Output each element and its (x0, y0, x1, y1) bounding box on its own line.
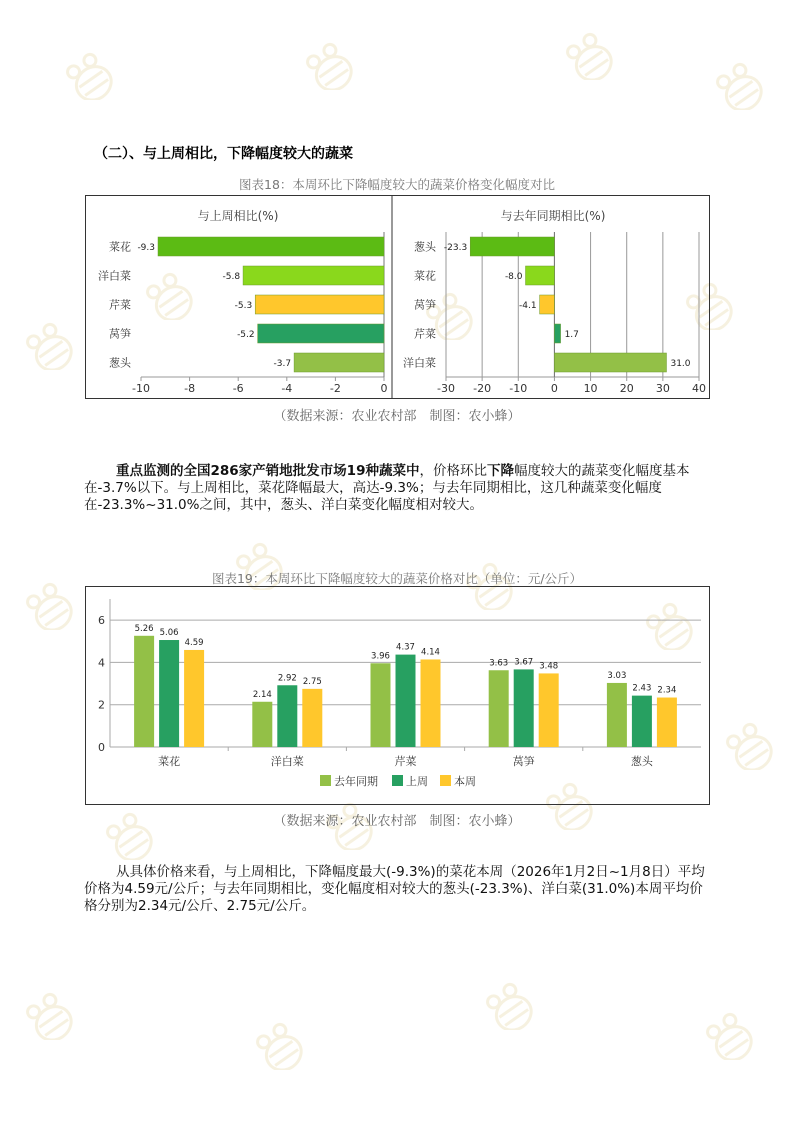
legend-swatch (440, 775, 451, 786)
category-label: 洋白菜 (270, 755, 304, 768)
legend-label: 本周 (454, 775, 476, 788)
x-tick-label: 0 (380, 382, 388, 395)
watermark-logo (710, 40, 794, 110)
category-label: 洋白菜 (98, 269, 131, 283)
category-label: 葱头 (630, 755, 653, 768)
category-label: 葱头 (414, 240, 436, 254)
bar-value-label: -5.3 (234, 301, 253, 311)
watermark-bee-icon (710, 40, 794, 110)
watermark-bee-icon (60, 30, 180, 100)
bar-value-label: -5.8 (222, 272, 241, 282)
x-tick-label: -2 (329, 382, 341, 395)
bar-value-label: 3.48 (539, 661, 559, 672)
bar (539, 673, 559, 747)
legend-swatch (392, 775, 403, 786)
legend-label: 上周 (406, 775, 428, 788)
watermark-logo (560, 10, 680, 80)
bar (252, 702, 272, 747)
bar (554, 324, 560, 343)
bar (159, 640, 179, 747)
category-label: 芹菜 (414, 327, 436, 341)
x-tick-label: -30 (437, 382, 455, 395)
bar (632, 696, 652, 747)
bar-value-label: -9.3 (137, 243, 156, 253)
category-label: 菜花 (414, 269, 436, 283)
bar (371, 663, 391, 747)
bar-value-label: 2.75 (302, 676, 322, 687)
x-tick-label: -10 (509, 382, 528, 395)
category-label: 莴笋 (414, 298, 436, 312)
category-label: 菜花 (158, 755, 181, 768)
bar-value-label: 2.43 (632, 683, 652, 694)
watermark-logo (20, 970, 140, 1040)
watermark-bee-icon (720, 700, 794, 770)
bar-value-label: -3.7 (273, 359, 292, 369)
bar (421, 659, 441, 747)
figure18-caption: 图表18：本周环比下降幅度较大的蔬菜价格变化幅度对比 (239, 177, 555, 192)
bar-value-label: 2.34 (657, 685, 677, 696)
watermark-bee-icon (20, 970, 140, 1040)
paragraph-detail: 从具体价格来看，与上周相比，下降幅度最大(-9.3%)的菜花本周（2026年1月2日~1月8日）平均价格为4.59元/公斤；与去年同期相比，变化幅度相对较大的葱头(-23.3%)、洋白菜(31.0%)本周平均价格分别为2.34元/公斤、2.75元/公斤。 (84, 864, 705, 914)
para1-text1: ，价格环比 (419, 463, 487, 479)
bar-value-label: 3.67 (514, 657, 534, 668)
bar-value-label: 4.37 (396, 642, 415, 653)
para1-bold2: 下降 (486, 463, 514, 479)
bar (158, 237, 384, 256)
bar (277, 685, 297, 747)
watermark-logo (700, 990, 794, 1060)
bar (184, 650, 204, 747)
bar-value-label: 31.0 (670, 359, 691, 369)
bar-value-label: 3.03 (607, 670, 627, 681)
bar (258, 324, 384, 343)
bar-value-label: -23.3 (443, 243, 468, 253)
x-tick-label: -20 (473, 382, 492, 395)
bar (657, 698, 677, 747)
y-tick-label: 6 (98, 614, 105, 628)
bar (243, 266, 384, 285)
y-tick-label: 0 (98, 741, 105, 754)
watermark-logo (60, 30, 180, 100)
bar (540, 295, 555, 314)
x-tick-label: 0 (550, 382, 558, 395)
watermark-logo (480, 960, 600, 1030)
x-tick-label: 30 (655, 382, 670, 395)
bar (470, 237, 554, 256)
watermark-logo (250, 1000, 370, 1070)
bar-value-label: 5.26 (134, 623, 154, 634)
x-tick-label: 40 (692, 382, 706, 395)
section-title: （二）、与上周相比，下降幅度较大的蔬菜 (94, 146, 353, 162)
category-label: 芹菜 (394, 755, 417, 768)
bar-value-label: 4.14 (421, 647, 440, 658)
bar-value-label: -4.1 (519, 301, 537, 311)
category-label: 洋白菜 (403, 356, 436, 370)
bar (489, 670, 509, 747)
watermark-bee-icon (560, 10, 680, 80)
x-tick-label: 10 (583, 382, 598, 395)
x-tick-label: -4 (281, 382, 293, 395)
bar-value-label: -8.0 (504, 272, 523, 282)
legend-swatch (320, 775, 331, 786)
watermark-logo (300, 20, 420, 90)
x-tick-label: -6 (232, 382, 244, 395)
para1-bold1: 重点监测的全国286家产销地批发市场19种蔬菜中 (116, 463, 420, 479)
category-label: 菜花 (109, 240, 131, 254)
bar (302, 689, 322, 747)
x-tick-label: 20 (619, 382, 634, 395)
x-tick-label: -10 (132, 382, 150, 395)
bar-value-label: 5.06 (159, 628, 179, 639)
watermark-bee-icon (300, 20, 420, 90)
figure18-frame (85, 195, 710, 399)
figure19-chart (86, 587, 709, 804)
watermark-bee-icon (250, 1000, 370, 1070)
watermark-logo (720, 700, 794, 770)
bar-value-label: 2.92 (277, 673, 297, 684)
watermark-bee-icon (480, 960, 600, 1030)
x-tick-label: -8 (184, 382, 196, 395)
panel-title: 与上周相比(%) (197, 209, 279, 223)
bar (294, 353, 384, 372)
legend-label: 去年同期 (334, 775, 378, 788)
bar-value-label: 2.14 (252, 689, 272, 700)
bar-value-label: -5.2 (237, 330, 255, 340)
bar-value-label: 3.96 (371, 651, 390, 662)
figure19-source: （数据来源：农业农村部 制图：农小蜂） (273, 814, 521, 829)
bar (554, 353, 666, 372)
bar (134, 636, 154, 747)
figure18-chart (86, 196, 709, 398)
bar-value-label: 1.7 (564, 330, 579, 340)
y-tick-label: 4 (98, 656, 105, 670)
panel-title: 与去年同期相比(%) (500, 209, 606, 223)
bar (607, 683, 627, 747)
bar-value-label: 4.59 (184, 637, 204, 648)
para1-text2: 幅度较大的蔬菜变化幅度基本在-3.7%以下。与上周相比，菜花降幅最大，高达-9.3%；与去年同期相比，这几种蔬菜变化幅度在-23.3%~31.0%之间，其中，葱头、洋白菜变化幅度相对较大。 (84, 463, 690, 513)
paragraph-summary (84, 463, 710, 514)
figure19-caption: 图表19：本周环比下降幅度较大的蔬菜价格对比（单位：元/公斤） (211, 571, 583, 586)
bar (255, 295, 384, 314)
y-tick-label: 2 (98, 698, 105, 712)
bar (396, 655, 416, 747)
category-label: 葱头 (109, 356, 131, 370)
figure19-frame (85, 586, 710, 805)
figure18-source: （数据来源：农业农村部 制图：农小蜂） (273, 409, 521, 424)
watermark-bee-icon (700, 990, 794, 1060)
category-label: 莴笋 (512, 755, 535, 768)
category-label: 莴笋 (109, 327, 131, 341)
category-label: 芹菜 (109, 298, 131, 312)
bar (526, 266, 555, 285)
bar-value-label: 3.63 (489, 658, 509, 669)
bar (514, 669, 534, 747)
